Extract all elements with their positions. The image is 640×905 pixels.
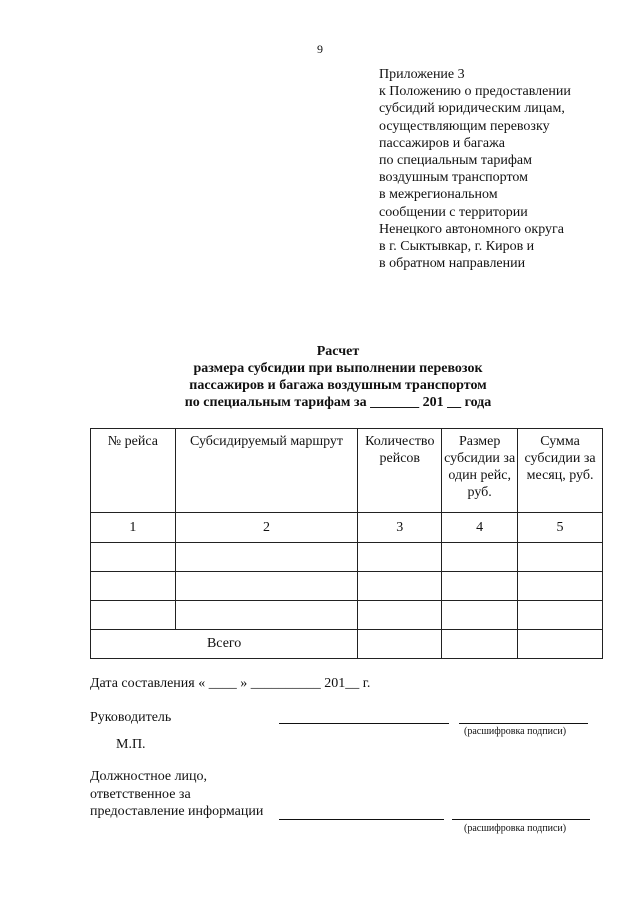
appendix-line: к Положению о предоставлении — [379, 84, 571, 100]
table-header-row — [91, 429, 603, 513]
empty-cell — [91, 601, 176, 630]
table-row — [91, 572, 603, 601]
empty-cell — [442, 543, 518, 572]
head-name-line — [459, 723, 588, 724]
empty-cell — [175, 572, 358, 601]
title-line: пассажиров и багажа воздушным транспортом — [189, 378, 487, 393]
appendix-line: пассажиров и багажа — [379, 135, 505, 151]
empty-cell — [518, 572, 603, 601]
empty-cell — [518, 601, 603, 630]
empty-cell — [442, 630, 518, 659]
appendix-heading — [379, 66, 571, 272]
signature-caption: (расшифровка подписи) — [464, 823, 567, 834]
empty-cell — [518, 630, 603, 659]
empty-cell — [358, 630, 442, 659]
stamp-placeholder: М.П. — [116, 737, 146, 752]
appendix-line: в межрегиональном — [379, 187, 498, 203]
empty-cell — [175, 601, 358, 630]
title-line: Расчет — [316, 344, 360, 359]
appendix-line: осуществляющим перевозку — [379, 118, 550, 134]
subsidy-calculation-table — [90, 428, 603, 659]
header-subsidy-per-flight: Размер субсидии за один рейс, руб. — [442, 429, 518, 513]
column-number: 5 — [518, 513, 603, 543]
head-signature-line — [279, 723, 449, 724]
empty-cell — [442, 572, 518, 601]
page-number: 9 — [317, 42, 323, 56]
column-number: 1 — [91, 513, 176, 543]
total-row — [91, 630, 603, 659]
date-of-compilation: Дата составления « ____ » __________ 201__ г. — [90, 676, 371, 691]
title-line: размера субсидии при выполнении перевозок — [193, 361, 483, 376]
empty-cell — [91, 543, 176, 572]
official-name-line — [452, 819, 590, 820]
empty-cell — [175, 543, 358, 572]
column-number: 2 — [175, 513, 358, 543]
appendix-line: сообщении с территории — [379, 204, 528, 220]
title-line: по специальным тарифам за _______ 201 __ года — [184, 395, 492, 410]
appendix-line: Ненецкого автономного округа — [379, 221, 564, 237]
empty-cell — [358, 572, 442, 601]
column-number: 4 — [442, 513, 518, 543]
column-number: 3 — [358, 513, 442, 543]
head-label: Руководитель — [90, 710, 172, 725]
header-flight-number: № рейса — [91, 429, 176, 513]
appendix-line: в обратном направлении — [379, 256, 526, 272]
appendix-line: в г. Сыктывкар, г. Киров и — [379, 239, 535, 255]
document-title — [0, 343, 640, 411]
empty-cell — [518, 543, 603, 572]
signature-caption: (расшифровка подписи) — [464, 726, 567, 737]
header-subsidy-per-month: Сумма субсидии за месяц, руб. — [518, 429, 603, 513]
appendix-line: воздушным транспортом — [379, 170, 528, 186]
empty-cell — [358, 601, 442, 630]
total-label: Всего — [91, 630, 358, 659]
header-route: Субсидируемый маршрут — [175, 429, 358, 513]
column-number-row — [91, 513, 603, 543]
table-row — [91, 543, 603, 572]
empty-cell — [442, 601, 518, 630]
empty-cell — [91, 572, 176, 601]
table-row — [91, 601, 603, 630]
official-line: предоставление информации — [90, 804, 264, 819]
empty-cell — [358, 543, 442, 572]
appendix-line: Приложение 3 — [379, 67, 465, 82]
appendix-line: субсидий юридическим лицам, — [379, 101, 565, 117]
header-flight-count: Количество рейсов — [358, 429, 442, 513]
official-line: Должностное лицо, — [90, 769, 208, 784]
official-signature-line — [279, 819, 444, 820]
appendix-line: по специальным тарифам — [379, 153, 533, 169]
official-line: ответственное за — [90, 787, 191, 802]
